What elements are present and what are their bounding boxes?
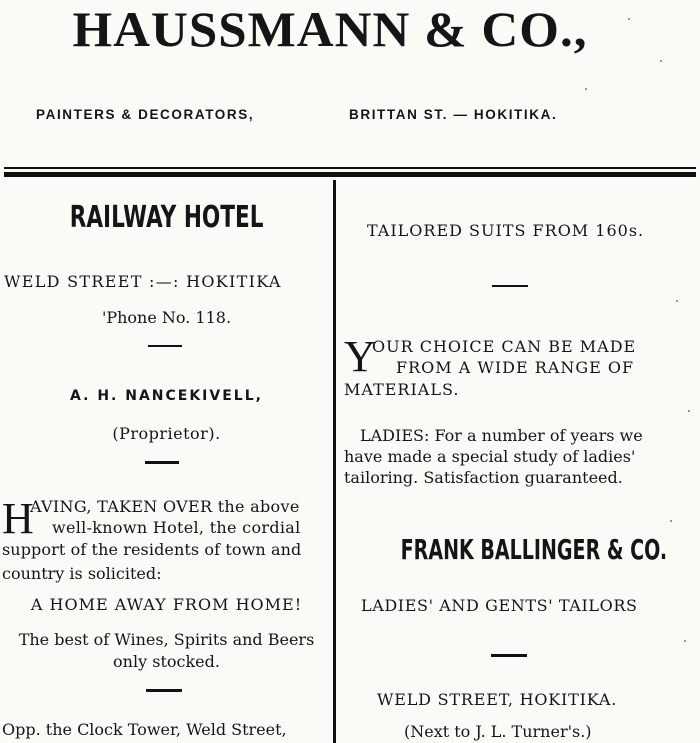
firm-name: FRANK BALLINGER & CO. — [400, 533, 668, 566]
company-address: BRITTAN ST. — HOKITIKA. — [349, 107, 558, 122]
wines-line: only stocked. — [113, 652, 220, 671]
company-name: HAUSSMANN & CO., — [72, 1, 588, 57]
hotel-footer: Opp. the Clock Tower, Weld Street, — [2, 720, 287, 739]
hotel-name-wrap — [0, 200, 333, 235]
print-speck — [676, 300, 678, 302]
hotel-para-line: support of the residents of town and — [2, 540, 302, 559]
divider-dash — [492, 285, 528, 287]
hotel-para-line: AVING, TAKEN OVER the above — [30, 497, 300, 516]
choice-line: OUR CHOICE CAN BE MADE — [372, 337, 637, 356]
print-speck — [670, 520, 672, 522]
choice-dropcap: Y — [344, 332, 376, 381]
hotel-name: RAILWAY HOTEL — [69, 200, 264, 235]
ladies-line: have made a special study of ladies' — [344, 447, 636, 466]
wines-line: The best of Wines, Spirits and Beers — [18, 630, 315, 649]
print-speck — [688, 410, 690, 412]
hotel-para-line: country is solicited: — [2, 564, 162, 583]
tailor-headline: TAILORED SUITS FROM 160s. — [367, 221, 645, 240]
ladies-line: tailoring. Satisfaction guaranteed. — [344, 468, 623, 487]
choice-line: FROM A WIDE RANGE OF — [396, 358, 635, 377]
firm-name-wrap — [338, 533, 678, 566]
divider-dash — [145, 461, 179, 464]
divider-dash — [148, 345, 182, 347]
hotel-para-line: well-known Hotel, the cordial — [52, 518, 301, 537]
firm-address: WELD STREET, HOKITIKA. — [377, 690, 618, 709]
hotel-proprietor: A. H. NANCEKIVELL, — [70, 388, 263, 404]
choice-line: MATERIALS. — [344, 380, 460, 399]
hotel-slogan: A HOME AWAY FROM HOME! — [30, 595, 303, 614]
hotel-dropcap: H — [2, 494, 34, 543]
hotel-street: WELD STREET :—: HOKITIKA — [4, 272, 282, 291]
divider-dash — [491, 654, 527, 657]
firm-trade: LADIES' AND GENTS' TAILORS — [361, 596, 638, 615]
proprietor-role: (Proprietor). — [112, 424, 221, 443]
divider-dash — [146, 689, 182, 692]
company-trade: PAINTERS & DECORATORS, — [36, 107, 255, 122]
print-speck — [684, 640, 686, 642]
hotel-phone: 'Phone No. 118. — [101, 308, 232, 327]
header-rule-thick — [4, 172, 696, 177]
header-rule-thin — [4, 167, 696, 169]
print-speck — [628, 18, 630, 20]
print-speck — [660, 60, 662, 62]
print-speck — [585, 88, 587, 90]
column-divider — [333, 180, 336, 743]
ladies-line: LADIES: For a number of years we — [360, 426, 643, 445]
firm-landmark: (Next to J. L. Turner's.) — [404, 722, 592, 741]
